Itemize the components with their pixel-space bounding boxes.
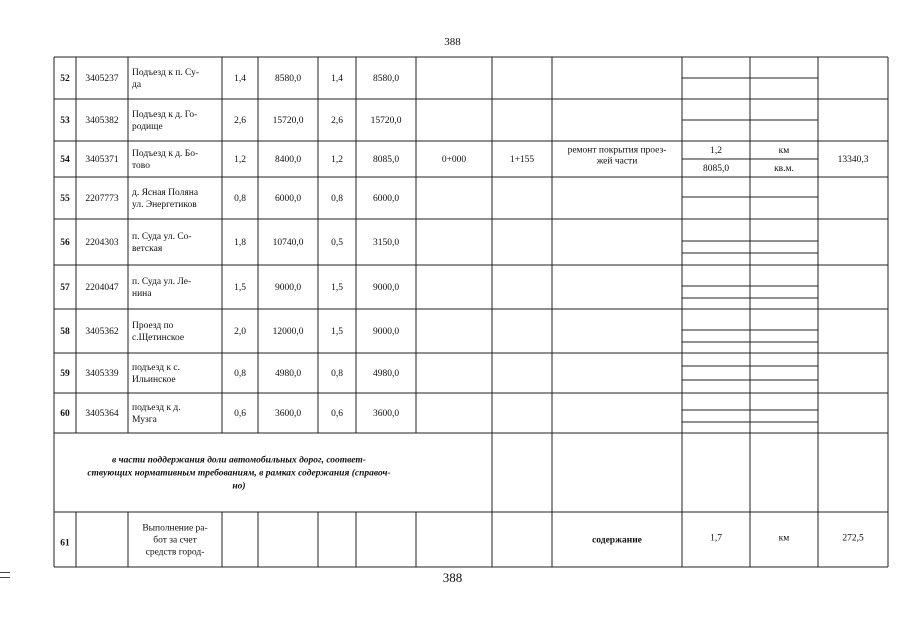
- page-number-bottom: 388: [442, 570, 463, 585]
- road-name: с.Щетинское: [132, 333, 185, 343]
- section-heading: ствующих нормативным требованиям, в рамках содержания (справоч-: [87, 468, 391, 479]
- road-code: 3405237: [85, 74, 119, 84]
- road-name: ветская: [132, 244, 163, 254]
- unit-km: км: [778, 146, 790, 156]
- work-type: содержание: [592, 535, 642, 546]
- row-number: 57: [60, 283, 70, 293]
- normative-area-sqm: 8085,0: [372, 155, 400, 165]
- section-heading: в части поддержания доли автомобильных дорог, соответ-: [112, 455, 366, 466]
- road-name: Выполнение ра-: [142, 523, 208, 534]
- normative-area-sqm: 6000,0: [372, 194, 400, 204]
- work-type: ремонт покрытия проез-: [567, 145, 667, 156]
- area-sqm: 8580,0: [274, 74, 302, 84]
- row-number: 55: [60, 194, 70, 204]
- road-name: бот за счет: [153, 535, 197, 546]
- scan-edge-mark: [0, 577, 10, 578]
- scan-edge-mark: [0, 572, 10, 573]
- road-name: д. Ясная Поляна: [132, 188, 199, 198]
- road-code: 2207773: [85, 194, 119, 204]
- volume-km: 1,7: [710, 533, 722, 544]
- row-number: 61: [60, 538, 70, 549]
- area-sqm: 9000,0: [274, 283, 302, 293]
- volume-sqm: 8085,0: [702, 164, 730, 174]
- area-sqm: 12000,0: [272, 327, 304, 337]
- area-sqm: 8400,0: [274, 155, 302, 165]
- road-name: Подъезд к п. Су-: [132, 68, 200, 78]
- road-name: п. Суда ул. Ле-: [132, 277, 192, 287]
- row-number: 53: [60, 116, 70, 126]
- road-name: Музга: [132, 415, 157, 425]
- normative-length-km: 1,2: [331, 155, 343, 165]
- road-code: 3405364: [85, 409, 119, 419]
- normative-length-km: 1,5: [331, 283, 343, 293]
- normative-length-km: 0,8: [331, 194, 343, 204]
- unit-km: км: [778, 533, 790, 544]
- length-km: 0,8: [234, 194, 246, 204]
- normative-length-km: 0,6: [331, 409, 343, 419]
- page-number-top: 388: [444, 36, 461, 48]
- normative-area-sqm: 9000,0: [372, 283, 400, 293]
- area-sqm: 10740,0: [272, 238, 304, 248]
- road-name: подъезд к д.: [132, 403, 181, 413]
- normative-length-km: 1,4: [331, 74, 343, 84]
- length-km: 1,5: [234, 283, 246, 293]
- road-name: да: [132, 80, 142, 90]
- length-km: 0,8: [234, 369, 246, 379]
- normative-area-sqm: 3600,0: [372, 409, 400, 419]
- end-km: 1+155: [509, 155, 535, 165]
- normative-area-sqm: 9000,0: [372, 327, 400, 337]
- section-heading: но): [232, 481, 246, 492]
- row-number: 58: [60, 327, 70, 337]
- normative-area-sqm: 3150,0: [372, 238, 400, 248]
- road-name: п. Суда ул. Со-: [132, 232, 192, 242]
- road-name: подъезд к с.: [132, 363, 181, 373]
- road-name: родище: [132, 122, 163, 132]
- length-km: 0,6: [234, 409, 246, 419]
- normative-area-sqm: 8580,0: [372, 74, 400, 84]
- road-name: Подъезд к д. Бо-: [132, 149, 199, 159]
- road-code: 3405382: [85, 116, 119, 126]
- length-km: 1,4: [234, 74, 246, 84]
- normative-area-sqm: 15720,0: [370, 116, 402, 126]
- area-sqm: 6000,0: [274, 194, 302, 204]
- work-type: жей части: [596, 156, 638, 167]
- road-name: тово: [132, 161, 150, 171]
- length-km: 1,2: [234, 155, 246, 165]
- road-name: средств город-: [145, 547, 205, 558]
- normative-length-km: 1,5: [331, 327, 343, 337]
- row-number: 59: [60, 369, 70, 379]
- volume-km: 1,2: [710, 146, 722, 156]
- area-sqm: 4980,0: [274, 369, 302, 379]
- length-km: 2,6: [234, 116, 246, 126]
- road-name: ул. Энергетиков: [132, 200, 197, 210]
- length-km: 2,0: [234, 327, 246, 337]
- road-name: Проезд по: [132, 321, 174, 331]
- row-number: 56: [60, 238, 70, 248]
- road-code: 3405371: [85, 155, 119, 165]
- length-km: 1,8: [234, 238, 246, 248]
- normative-length-km: 0,8: [331, 369, 343, 379]
- road-name: нина: [132, 289, 152, 299]
- row-number: 54: [60, 155, 70, 165]
- road-code: 2204303: [85, 238, 119, 248]
- row-number: 60: [60, 409, 70, 419]
- road-code: 3405339: [85, 369, 119, 379]
- unit-sqm: кв.м.: [774, 164, 794, 174]
- road-code: 2204047: [85, 283, 119, 293]
- area-sqm: 3600,0: [274, 409, 302, 419]
- area-sqm: 15720,0: [272, 116, 304, 126]
- road-code: 3405362: [85, 327, 119, 337]
- normative-length-km: 0,5: [331, 238, 343, 248]
- road-name: Ильинское: [132, 375, 176, 385]
- cost: 13340,3: [837, 155, 869, 165]
- start-km: 0+000: [441, 155, 467, 165]
- cost: 272,5: [842, 533, 864, 544]
- normative-length-km: 2,6: [331, 116, 343, 126]
- row-number: 52: [60, 74, 70, 84]
- normative-area-sqm: 4980,0: [372, 369, 400, 379]
- road-name: Подъезд к д. Го-: [132, 110, 198, 120]
